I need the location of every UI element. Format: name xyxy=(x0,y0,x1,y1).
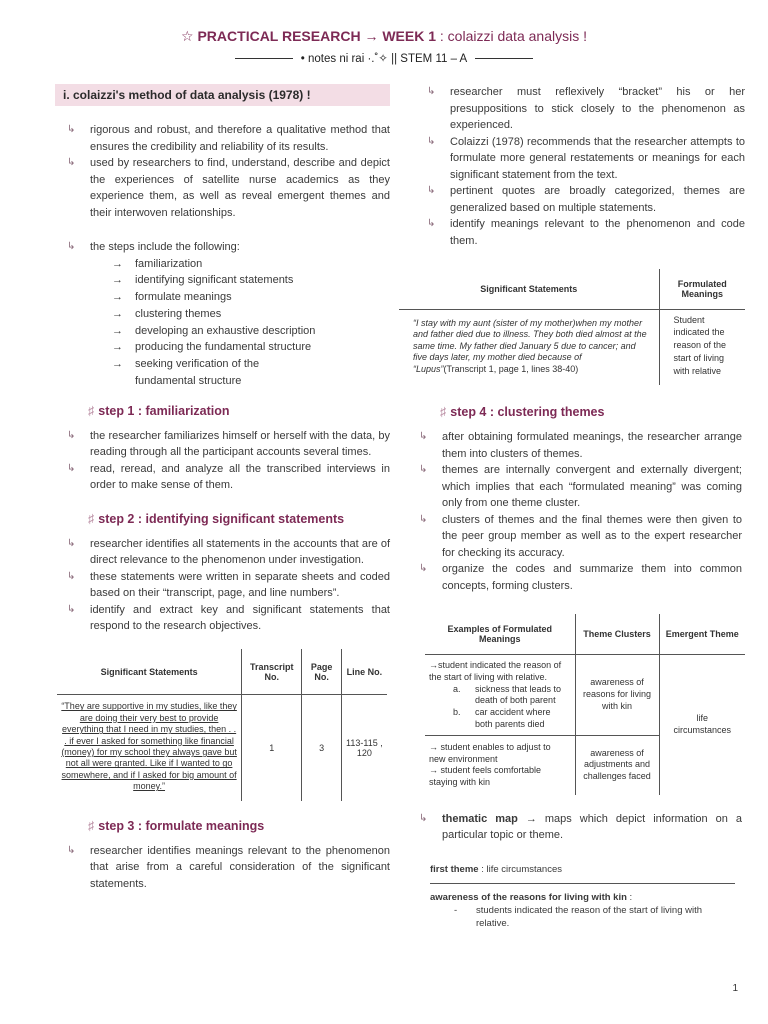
first-theme: first theme : life circumstances xyxy=(430,863,562,875)
step1-heading: ♯ step 1 : familiarization xyxy=(88,403,230,418)
list-item: → identifying significant statements xyxy=(90,272,390,289)
table-row xyxy=(57,695,387,801)
col-header: Emergent Theme xyxy=(659,614,745,654)
list-item: ↳ these statements were written in separate sheets and coded based on their “transcript, page, and line numbers”. xyxy=(67,570,390,600)
bullet-icon: ↳ xyxy=(67,429,76,441)
list-item: → clustering themes xyxy=(90,306,390,323)
hash-icon: ♯ xyxy=(440,405,447,420)
list-item: → producing the fundamental structure xyxy=(90,339,390,356)
arrow-icon: → xyxy=(112,341,123,354)
bullet-icon: ↳ xyxy=(427,135,436,147)
list-item: ↳ pertinent quotes are broadly categorized, themes are generalized based on multiple statements. xyxy=(427,185,745,214)
bullet-icon: ↳ xyxy=(67,537,76,549)
step4-heading: ♯ step 4 : clustering themes xyxy=(440,405,605,420)
arrow-icon: → xyxy=(112,307,123,320)
bullet-icon: ↳ xyxy=(427,185,436,196)
list-item: → familiarization xyxy=(90,256,390,273)
table-cell: 1 xyxy=(242,695,302,801)
table-row xyxy=(425,654,745,735)
arrow-icon: → xyxy=(112,324,123,337)
list-item: ↳ themes are internally convergent and externally divergent; which implies that each “formulated meaning” was coming only from one theme cluster. xyxy=(419,464,742,510)
table-cell: → student enables to adjust to new environment → student feels comfortable staying with kin xyxy=(425,735,575,795)
table-cell: 3 xyxy=(302,695,341,801)
list-item: ↳ the researcher familiarizes himself or herself with the data, by reading through all the participant accounts several times. xyxy=(67,429,390,459)
arrow-icon: → xyxy=(112,358,123,371)
steps-bullets xyxy=(55,239,390,390)
step2-bullets xyxy=(55,536,390,635)
step2-heading: ♯ step 2 : identifying significant statements xyxy=(88,511,345,526)
top-bullets xyxy=(415,84,745,249)
step3-heading: ♯ step 3 : formulate meanings xyxy=(88,818,265,833)
list-item: ↳ researcher must reflexively “bracket” his or her presuppositions to stick closely to the phenomenon as experienced. xyxy=(427,86,745,131)
col-header: Significant Statements xyxy=(399,269,659,309)
bullet-icon: ↳ xyxy=(67,157,76,168)
list-item: ↳ clusters of themes and the final themes were then given to the peer group member as well as to the expert researcher for checking its accuracy. xyxy=(419,513,742,559)
col-header: Significant Statements xyxy=(57,649,242,695)
col-header: Transcript No. xyxy=(242,649,302,695)
title-sub: : colaizzi data analysis ! xyxy=(436,28,587,44)
list-item: ↳ researcher identifies meanings relevant to the phenomenon that arise from a careful consideration of the significant statements. xyxy=(67,844,390,890)
table-cell: “They are supportive in my studies, like they are doing their very best to provide everything that I need in my studies, then . . . if ever I asked for something like financial (money) for my school they always gave but not all were granted. Like if I wanted to go somewhere, and if I asked for big amount of money.” xyxy=(57,695,242,801)
list-item: ↳ identify and extract key and significant statements that respond to the research objectives. xyxy=(67,603,390,633)
section-heading: i. colaizzi's method of data analysis (1978) ! xyxy=(55,84,390,106)
bullet-icon: ↳ xyxy=(419,812,428,824)
arrow-icon: → xyxy=(112,257,123,270)
table-row xyxy=(399,309,745,385)
bullet-icon: ↳ xyxy=(67,844,76,856)
page-subtitle xyxy=(0,51,768,65)
awareness-block: awareness of the reasons for living with kin : - students indicated the reason of the start of living with relative. xyxy=(430,891,703,929)
page-title xyxy=(0,28,768,45)
list-item: ↳ thematic map → maps which depict information on a particular topic or theme. xyxy=(419,812,742,842)
quote-text: “I stay with my aunt (sister of my mother)when my mother and father died due to illness. They both died almost at the same time. My father died January 5 due to cancer; and five days later, my mother died because of “Lupus” xyxy=(413,317,647,374)
left-column xyxy=(55,84,390,892)
bullet-icon: ↳ xyxy=(419,563,428,575)
list-item: → formulate meanings xyxy=(90,289,390,306)
subtitle-text: • notes ni rai ·.˚✧ || STEM 11 – A xyxy=(300,53,468,65)
hash-icon: ♯ xyxy=(88,511,95,526)
divider-left xyxy=(235,58,293,59)
step4-bullets xyxy=(407,429,742,594)
col-header: Formulated Meanings xyxy=(659,269,745,309)
list-item: ↳ organize the codes and summarize them into common concepts, forming clusters. xyxy=(419,563,742,592)
list-item: → seeking verification of the fundamental structure xyxy=(112,358,260,388)
list-item: ↳ used by researchers to find, understand, describe and depict the experiences of satellite nurse academics as they experience them, as well as reveal emergent themes and their interwoven relationships. xyxy=(67,157,390,219)
table-cell: awareness of adjustments and challenges faced xyxy=(575,735,659,795)
table-header-row xyxy=(57,649,387,695)
intro-bullets xyxy=(55,122,390,221)
theme-clusters-table xyxy=(425,614,745,794)
bullet-icon: ↳ xyxy=(67,241,76,252)
arrow-icon: → xyxy=(112,274,123,287)
col-header: Theme Clusters xyxy=(575,614,659,654)
bullet-icon: ↳ xyxy=(419,464,428,476)
list-item: ↳ researcher identifies all statements in the accounts that are of direct relevance to the phenomenon under investigation. xyxy=(67,537,390,567)
bullet-icon: ↳ xyxy=(67,124,76,135)
list-item: ↳ read, reread, and analyze all the transcribed interviews in order to make sense of them. xyxy=(67,462,390,492)
hash-icon: ♯ xyxy=(88,818,95,833)
bullet-icon: ↳ xyxy=(419,431,428,443)
star-icon: ☆ xyxy=(181,28,194,44)
theme-divider xyxy=(430,883,735,884)
table-cell xyxy=(425,654,575,735)
col-header: Page No. xyxy=(302,649,341,695)
list-item: ↳ rigorous and robust, and therefore a qualitative method that ensures the credibility and reliability of its results. xyxy=(67,124,390,153)
list-item: → developing an exhaustive description xyxy=(90,323,390,340)
example-sub-b: b. car accident where both parents died xyxy=(453,707,551,729)
table-header-row xyxy=(425,614,745,654)
right-column xyxy=(415,84,745,930)
steps-list xyxy=(90,256,390,390)
table-header-row xyxy=(399,269,745,309)
significant-statements-table xyxy=(57,649,387,801)
list-item: ↳ Colaizzi (1978) recommends that the researcher attempts to formulate more general restatements or meanings for each significant statement from the text. xyxy=(427,135,745,181)
hash-icon: ♯ xyxy=(88,403,95,418)
col-header: Line No. xyxy=(341,649,387,695)
citation-text: (Transcript 1, page 1, lines 38-40) xyxy=(443,363,579,374)
example-intro: →student indicated the reason of the start of living with relative. xyxy=(429,659,562,682)
table-cell: 113-115 , 120 xyxy=(346,738,383,758)
title-main: PRACTICAL RESEARCH → WEEK 1 xyxy=(197,28,437,44)
col-header: Examples of Formulated Meanings xyxy=(425,614,575,654)
bullet-icon: ↳ xyxy=(419,513,428,525)
bullet-icon: ↳ xyxy=(67,462,76,474)
table-cell xyxy=(399,309,659,385)
bullet-icon: ↳ xyxy=(427,86,436,97)
thematic-map-bullet xyxy=(407,811,742,844)
table-cell: Student indicated the reason of the start of living with relative xyxy=(673,314,727,376)
example-sub-a: a. sickness that leads to death of both parent xyxy=(453,683,562,706)
formulated-meanings-table xyxy=(399,269,745,385)
page-number: 1 xyxy=(732,983,738,994)
step3-bullets xyxy=(55,843,390,893)
bullet-icon: ↳ xyxy=(67,603,76,615)
bullet-icon: ↳ xyxy=(67,570,76,582)
table-cell: life circumstances xyxy=(673,713,731,735)
bullet-icon: ↳ xyxy=(427,218,436,229)
step1-bullets xyxy=(55,428,390,494)
table-cell: awareness of reasons for living with kin xyxy=(575,654,659,735)
divider-right xyxy=(475,58,533,59)
list-item: ↳ identify meanings relevant to the phenomenon and code them. xyxy=(427,218,745,247)
list-item: ↳ the steps include the following: → familiarization → identifying significant statements → formulate meanings → clustering themes → developing an exhaustive description → producing the fundamental structure → seeking verification of the fundamental structure xyxy=(55,239,390,390)
arrow-icon: → xyxy=(112,291,123,304)
list-item: ↳ after obtaining formulated meanings, the researcher arrange them into clusters of themes. xyxy=(419,431,742,460)
